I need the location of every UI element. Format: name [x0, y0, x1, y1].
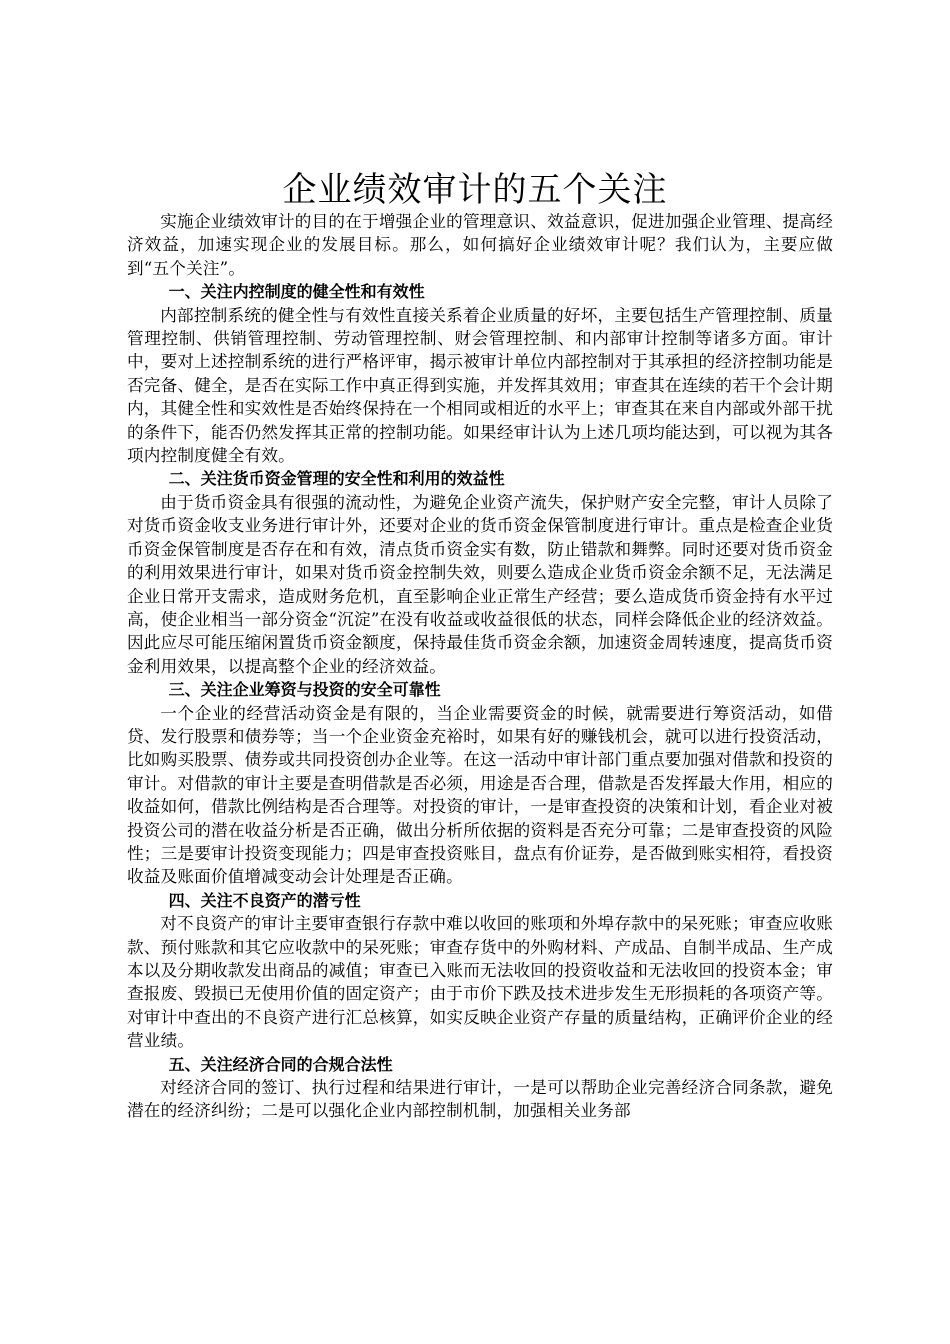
section-1: [127, 280, 833, 467]
document-body: [127, 210, 833, 1123]
section-paragraph: 由于货币资金具有很强的流动性，为避免企业资产流失，保护财产安全完整，审计人员除了对货币资金收支业务进行审计外，还要对企业的货币资金保管制度进行审计。重点是检查企业货币资金保管制度是否存在和有效，清点货币资金实有数，防止错款和舞弊。同时还要对货币资金的利用效果进行审计，如果对货币资金控制失效，则要么造成企业货币资金余额不足，无法满足企业日常开支需求，造成财务危机，直至影响企业正常生产经营；要么造成货币资金持有水平过高，使企业相当一部分资金“沉淀”在没有收益或收益很低的状态，同样会降低企业的经济效益。因此应尽可能压缩闲置货币资金额度，保持最佳货币资金余额，加速资金周转速度，提高货币资金利用效果，以提高整个企业的经济效益。: [127, 492, 833, 676]
section-paragraph: 对经济合同的签订、执行过程和结果进行审计，一是可以帮助企业完善经济合同条款，避免潜在的经济纠纷；二是可以强化企业内部控制机制，加强相关业务部: [127, 1078, 833, 1121]
section-heading: 五、关注经济合同的合规合法性: [168, 1054, 393, 1074]
intro-paragraph: 实施企业绩效审计的目的在于增强企业的管理意识、效益意识，促进加强企业管理、提高经济效益，加速实现企业的发展目标。那么，如何搞好企业绩效审计呢？我们认为，主要应做到“五个关注”。: [127, 212, 833, 278]
section-3: [127, 678, 833, 889]
section-paragraph: 内部控制系统的健全性与有效性直接关系着企业质量的好坏，主要包括生产管理控制、质量管理控制、供销管理控制、劳动管理控制、财会管理控制、和内部审计控制等诸多方面。审计中，要对上述控制系统的进行严格评审，揭示被审计单位内部控制对于其承担的经济控制功能是否完备、健全，是否在实际工作中真正得到实施，并发挥其效用；审查其在连续的若干个会计期内，其健全性和实效性是否始终保持在一个相同或相近的水平上；审查其在来自内部或外部干扰的条件下，能否仍然发挥其正常的控制功能。如果经审计认为上述几项均能达到，可以视为其各项内控制度健全有效。: [127, 305, 833, 466]
section-paragraph: 一个企业的经营活动资金是有限的，当企业需要资金的时候，就需要进行筹资活动，如借贷、发行股票和债券等；当一个企业资金充裕时，如果有好的赚钱机会，就可以进行投资活动，比如购买股票、债券或共同投资创办企业等。在这一活动中审计部门重点要加强对借款和投资的审计。对借款的审计主要是查明借款是否必须，用途是否合理，借款是否发挥最大作用，相应的收益如何，借款比例结构是否合理等。对投资的审计，一是审查投资的决策和计划，看企业对被投资公司的潜在收益分析是否正确，做出分析所依据的资料是否充分可靠；二是审查投资的风险性；三是要审计投资变现能力；四是审查投资账目，盘点有价证券，是否做到账实相符，看投资收益及账面价值增减变动会计处理是否正确。: [127, 703, 833, 887]
section-2: [127, 467, 833, 678]
section-heading: 四、关注不良资产的潜亏性: [168, 890, 361, 910]
section-heading: 三、关注企业筹资与投资的安全可靠性: [168, 680, 441, 700]
section-paragraph: 对不良资产的审计主要审查银行存款中难以收回的账项和外埠存款中的呆死账；审查应收账款、预付账款和其它应收款中的呆死账；审查存货中的外购材料、产成品、自制半成品、生产成本以及分期收款发出商品的减值；审查已入账而无法收回的投资收益和无法收回的投资本金；审查报废、毁损已无使用价值的固定资产；由于市价下跌及技术进步发生无形损耗的各项资产等。对审计中查出的不良资产进行汇总核算，如实反映企业资产存量的质量结构，正确评价企业的经营业绩。: [127, 914, 833, 1051]
document-title: 企业绩效审计的五个关注: [282, 170, 668, 210]
section-heading: 二、关注货币资金管理的安全性和利用的效益性: [168, 469, 505, 489]
section-4: [127, 889, 833, 1053]
section-heading: 一、关注内控制度的健全性和有效性: [168, 282, 425, 302]
section-5: [127, 1053, 833, 1123]
